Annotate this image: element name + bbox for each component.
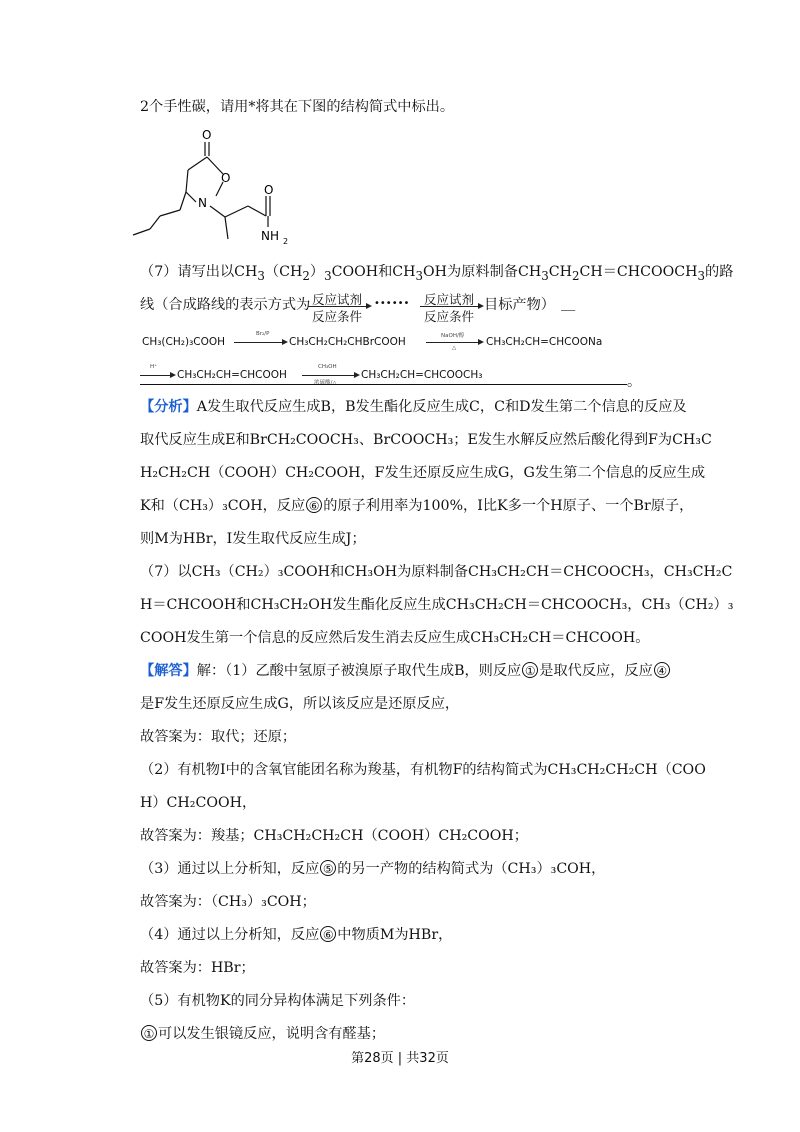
analysis-tag: 【分析】 [140,399,197,415]
analysis-line-6: （7）以CH₃（CH₂）₃COOH和CH₃OH为原料制备CH₃CH₂CH＝CHCOOCH₃，CH₃CH₂C [140,564,733,580]
answer-line-9: （4）通过以上分析知，反应 ⑥ 中物质M为HBr， [140,927,453,943]
circled-number: ① [141,1025,157,1041]
answer-line-7: （3）通过以上分析知，反应 ⑤ 的另一产物的结构简式为（CH₃）₃COH， [140,861,606,877]
answer-line-4: （2）有机物I中的含氧官能团名称为羧基，有机物F的结构简式为CH₃CH₂CH₂CH（COO [140,762,706,778]
route-arrow-2 [426,342,482,343]
circled-number: ⑤ [320,860,336,876]
answer-line-5: H）CH₂COOH， [140,795,257,811]
route-step-3: CH₃CH₂CH=CHCOONa [486,336,603,348]
intro-text: 2个手性碳，请用*将其在下图的结构简式中标出。 [140,99,455,115]
route-arrow-4 [302,375,358,376]
route-cond-3: H⁺ [150,364,158,370]
atom-nh-sub: 2 [283,237,289,246]
chemical-structure [130,122,310,257]
route-cond-4: CH₃OH [318,364,337,370]
q7-line-2-end: 目标产物） ＿ [484,297,576,313]
route-arrow-3 [140,375,174,376]
route-cond-2: NaOH/醇 [441,333,465,339]
route-format-condition-2: 反应条件 [424,309,475,324]
atom-nh: NH [261,229,279,243]
analysis-line-1: 【分析】A发生取代反应生成B，B发生酯化反应生成C，C和D发生第二个信息的反应及 [140,399,687,415]
route-step-4: CH₃CH₂CH=CHCOOH [177,369,287,381]
atom-n-ring: N [198,196,207,210]
q7-line-1: （7）请写出以$CH_3(CH_2)_3COOH$和$CH_3OH$为原料制备$CH_3CH_2CH=CHCOOCH_3$的路 [140,264,734,283]
answer-line-3: 故答案为：取代；还原； [140,729,297,745]
analysis-line-2: 取代反应生成E和BrCH₂COOCH₃、BrCOOCH₃；E发生水解反应然后酸化得到F为CH₃C [140,432,712,448]
analysis-line-3: H₂CH₂CH（COOH）CH₂COOH，F发生还原反应生成G，G发生第二个信息的反应生成 [140,465,706,481]
atom-o-amide: O [264,183,274,197]
route-cond-2b: △ [452,345,457,351]
answer-line-12: ① 可以发生银镜反应，说明含有醛基； [140,1024,385,1044]
analysis-line-4: K和（CH₃）₃COH，反应 ⑥ 的原子利用率为100%，I比K多一个H原子、一个Br原子， [140,498,694,514]
analysis-line-5: 则M为HBr，I发生取代反应生成J； [140,531,366,547]
route-format-reagent: 反应试剂 [312,292,363,307]
answer-line-10: 故答案为：HBr； [140,960,255,976]
circled-number: ⑥ [306,497,322,513]
route-step-5: CH₃CH₂CH=CHCOOCH₃ [361,369,483,381]
route-cond-1: Br₂/P [256,331,270,337]
analysis-line-8: COOH发生第一个信息的反应然后发生消去反应生成CH₃CH₂CH＝CHCOOH。 [140,630,650,646]
answer-tag: 【解答】 [140,663,197,679]
route-format-reagent-2: 反应试剂 [424,292,475,307]
route-format-dots: •••••• [374,298,410,309]
route-arrow-1 [234,342,286,343]
route-cond-4b: 浓硫酸/△ [314,380,337,386]
route-step-1: CH₃(CH₂)₃COOH [142,336,226,348]
q7-line-2: 线（合成路线的表示方式为 [140,297,311,313]
answer-line-1: 【解答】解：（1）乙酸中氢原子被溴原子取代生成B，则反应 ① 是取代反应，反应 ④ [140,661,671,681]
page-footer: 第28页 | 共32页 [351,1051,449,1066]
route-end-mark: 。 [627,374,642,390]
answer-line-8: 故答案为：（CH₃）₃COH； [140,894,316,910]
analysis-line-7: H＝CHCOOH和CH₃CH₂OH发生酯化反应生成CH₃CH₂CH＝CHCOOCH₃，CH₃（CH₂）₃ [140,597,734,613]
atom-o-ring: O [221,171,231,185]
answer-line-2: 是F发生还原反应生成G，所以该反应是还原反应， [140,696,460,712]
answer-underline [140,384,627,385]
circled-number: ① [522,662,538,678]
circled-number: ④ [654,662,670,678]
atom-o-top: O [202,128,212,142]
answer-line-6: 故答案为：羧基；CH₃CH₂CH₂CH（COOH）CH₂COOH； [140,828,528,844]
circled-number: ⑥ [320,926,336,942]
route-step-2: CH₃CH₂CH₂CHBrCOOH [289,336,406,348]
answer-line-11: （5）有机物K的同分异构体满足下列条件： [140,993,416,1009]
route-format-condition: 反应条件 [312,309,363,324]
